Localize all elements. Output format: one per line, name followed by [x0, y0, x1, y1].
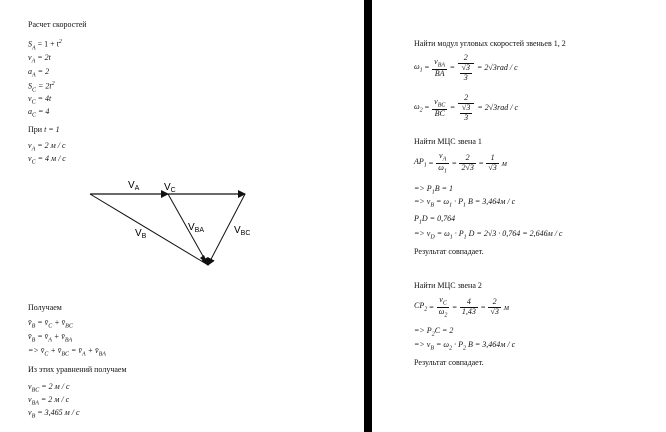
heading-angular-velocities: Найти модул угловых скоростей звеньев 1, 2 — [414, 39, 566, 48]
cp2-equation: $CP_2$ = $\frac{v_C}{\omega_2}$ = $\frac{4}{1,43}$ = $\frac{2}{√3}$ м — [414, 295, 509, 319]
heading-velocity-calc: Расчет скоростей — [28, 20, 87, 29]
right-page — [372, 0, 666, 432]
result-match-2: Результат совпадает. — [414, 358, 484, 367]
final-vb: $v_B = 3,465$ м / с — [28, 408, 80, 420]
vd-equation: => $v_D = \omega_1 \cdot P_1$ D = 2√3 · 0,764 = 2,646м / с — [414, 229, 563, 241]
label-va: $V_A$ — [128, 180, 140, 192]
result-match-1: Результат совпадает. — [414, 247, 484, 256]
vb1-equation: => $v_B = \omega_1 \cdot P_1$ B = 3,464м / с — [414, 197, 516, 209]
heading-icv-link1: Найти МЦС звена 1 — [414, 137, 482, 146]
final-vbc: $v_{BC} = 2$ м / с — [28, 382, 70, 394]
omega1-equation: $\omega_1$ = $\frac{v_{BA}}{BA}$ = $\frac{2}{\frac{√3}{3}}$ = 2√3rad / c — [414, 53, 518, 82]
from-equations-label: Из этих уравнений получаем — [28, 365, 127, 374]
velocity-diagram — [80, 170, 270, 275]
vb2-equation: => $v_B = \omega_2 \cdot P_2$ B = 3,464м / с — [414, 340, 516, 352]
result-va: $v_A = 2$ м / с — [28, 141, 66, 153]
p2c-equation: => $P_2C = 2$ — [414, 326, 454, 338]
p1b-equation: => $P_1B = 1$ — [414, 184, 453, 196]
obtain-label: Получаем — [28, 303, 62, 312]
ap1-equation: $AP_1$ = $\frac{v_A}{\omega_1}$ = $\frac{2}{2√3}$ = $\frac{1}{√3}$ м — [414, 151, 507, 175]
label-vb: $V_B$ — [135, 228, 147, 240]
eq-ac: $a_C = 4$ — [28, 107, 50, 119]
eq-aa: $a_A = 2$ — [28, 67, 50, 79]
final-vba: $v_{BA} = 2$ м / с — [28, 395, 70, 407]
result-vc: $v_C = 4$ м / с — [28, 154, 66, 166]
vector-eq-1: $v̄_B$ = $v̄_C$ + $v̄_{BC}$ — [28, 318, 73, 330]
label-vbc: $V_{BC}$ — [234, 225, 251, 237]
p1d-equation: $P_1D = 0,764$ — [414, 214, 456, 226]
label-vc: $V_C$ — [164, 182, 176, 194]
label-vba: $V_{BA}$ — [188, 222, 205, 234]
eq-va: $v_A = 2t$ — [28, 53, 51, 65]
vector-eq-3: => $v̄_C$ + $v̄_{BC}$ = $v̄_A$ + $v̄_{BA}$ — [28, 346, 106, 358]
eq-vc: $v_C = 4t$ — [28, 94, 52, 106]
omega2-equation: $\omega_2$ = $\frac{v_{BC}}{BC}$ = $\frac{2}{\frac{√3}{3}}$ = 2√3rad / c — [414, 93, 518, 122]
at-time-label: При t = 1 — [28, 125, 60, 134]
eq-sc: $S_C = 2t^2$ — [28, 81, 55, 94]
page-divider — [364, 0, 372, 432]
vector-eq-2: $v̄_B$ = $v̄_A$ + $v̄_{BA}$ — [28, 332, 73, 344]
eq-sa: $S_A = 1 + t^2$ — [28, 39, 62, 52]
heading-icv-link2: Найти МЦС звена 2 — [414, 281, 482, 290]
